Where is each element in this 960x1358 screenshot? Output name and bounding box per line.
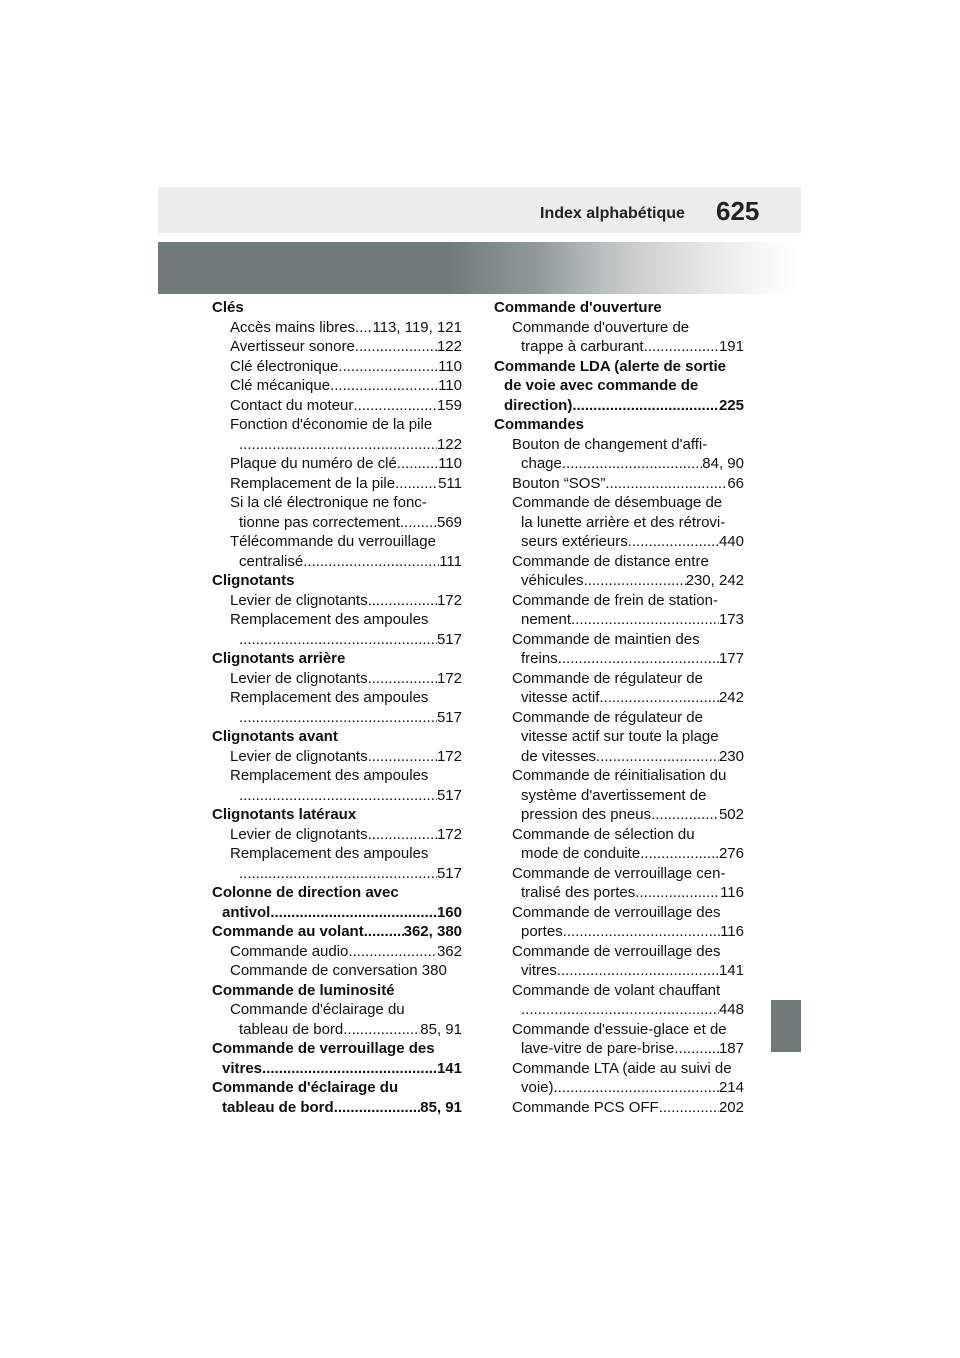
page-reference: 122 <box>436 435 462 453</box>
entry-label: lave-vitre de pare-brise <box>521 1040 675 1057</box>
dot-leader <box>338 357 438 377</box>
page-reference: 84, 90 <box>702 455 744 472</box>
index-subentry-text: Commande de verrouillage des <box>512 942 721 960</box>
index-subentry-text: Commande de réinitialisation du <box>512 767 727 784</box>
dot-leader <box>348 942 437 962</box>
index-entry <box>212 337 462 357</box>
index-heading-entry <box>212 922 462 942</box>
entry-label: Accès mains libres <box>230 318 356 336</box>
index-subentry-text: vitesse actif sur toute la plage <box>521 728 719 745</box>
index-entry <box>494 922 744 942</box>
page-reference: 502 <box>718 806 744 823</box>
index-entry <box>212 669 462 689</box>
index-subentry-text: Bouton de changement d'affi- <box>512 435 708 453</box>
dot-leader <box>572 396 719 416</box>
index-subentry-text: Commande d'essuie-glace et de <box>512 1020 727 1038</box>
page-reference: 191 <box>718 338 744 355</box>
entry-label: Clé électronique <box>230 357 339 375</box>
index-column-left <box>212 298 462 1117</box>
index-entry <box>494 844 744 864</box>
index-entry <box>212 786 462 806</box>
dot-leader <box>628 532 719 552</box>
entry-label: tralisé des portes <box>521 884 636 901</box>
entry-label: tableau de bord <box>222 1098 334 1116</box>
index-entry <box>494 454 744 474</box>
page-reference: 122 <box>436 338 462 355</box>
section-title: Index alphabétique <box>540 205 685 222</box>
entry-label: voie) <box>521 1079 554 1096</box>
entry-label: véhicules <box>521 572 584 589</box>
index-heading-entry <box>494 396 744 416</box>
index-subentry-text: la lunette arrière et des rétrovi- <box>521 513 726 531</box>
dot-leader <box>395 474 438 494</box>
index-subentry-text: Commande LTA (aide au suivi de <box>512 1059 732 1077</box>
index-entry <box>494 337 744 357</box>
index-entry <box>212 747 462 767</box>
entry-label: tionne pas correctement <box>239 513 400 531</box>
index-subentry-text: Commande de verrouillage des <box>512 903 721 921</box>
page-reference: 85, 91 <box>420 1020 462 1038</box>
index-heading: Commande LDA (alerte de sortie <box>494 357 726 375</box>
index-heading: Commande d'ouverture <box>494 299 662 316</box>
dot-leader <box>562 454 702 474</box>
entry-label: vitres <box>521 962 557 979</box>
page-reference: 172 <box>436 591 462 609</box>
index-heading: Commande de verrouillage des <box>212 1040 435 1057</box>
entry-label: trappe à carburant <box>521 338 644 355</box>
entry-label: Levier de clignotants <box>230 669 368 687</box>
index-subentry-text: Commande de maintien des <box>512 630 700 648</box>
index-subentry-text: système d'avertissement de <box>521 786 707 804</box>
header-bar <box>158 187 801 233</box>
index-subentry-text: Commande d'éclairage du <box>230 1001 405 1018</box>
index-subentry-text: Commande de distance entre <box>512 552 709 570</box>
page-reference: 517 <box>436 708 462 726</box>
index-entry <box>212 630 462 650</box>
page-reference: 225 <box>718 396 744 414</box>
dot-leader <box>397 454 438 474</box>
page-reference: 202 <box>718 1098 744 1116</box>
dot-leader <box>303 552 439 572</box>
page-reference: 110 <box>438 357 462 375</box>
page-reference: 159 <box>436 396 462 414</box>
index-entry <box>494 688 744 708</box>
index-entry <box>212 435 462 455</box>
page-reference: 113, 119, 121 <box>372 318 462 336</box>
page-reference: 111 <box>439 552 462 570</box>
page-reference: 66 <box>727 474 744 492</box>
entry-label: portes <box>521 923 563 940</box>
dot-leader <box>571 610 719 630</box>
entry-label: Levier de clignotants <box>230 747 368 765</box>
dot-leader <box>659 1098 719 1118</box>
entry-label: Levier de clignotants <box>230 591 368 609</box>
dot-leader <box>330 376 438 396</box>
dot-leader <box>554 1078 719 1098</box>
index-subentry-text: Commande de régulateur de <box>512 708 703 726</box>
page-reference: 110 <box>438 455 462 472</box>
index-subentry-text: Commande de frein de station- <box>512 591 718 609</box>
page-number: 625 <box>716 196 760 226</box>
entry-label: Commande audio <box>230 942 349 960</box>
page-reference: 141 <box>436 1059 462 1077</box>
entry-label: Remplacement de la pile <box>230 474 396 492</box>
page-reference: 116 <box>720 884 744 901</box>
index-entry <box>212 1020 462 1040</box>
dot-leader <box>557 961 719 981</box>
index-subentry-text: Remplacement des ampoules <box>230 767 429 784</box>
page-reference: 362, 380 <box>403 923 462 940</box>
index-subentry-text: Remplacement des ampoules <box>230 689 429 706</box>
index-entry <box>212 864 462 884</box>
dot-leader <box>596 747 719 767</box>
index-entry <box>212 318 462 338</box>
index-entry <box>212 474 462 494</box>
index-heading-entry <box>212 903 462 923</box>
index-entry <box>494 747 744 767</box>
index-heading-entry <box>212 1098 462 1118</box>
dot-leader <box>334 1098 421 1118</box>
dot-leader <box>563 922 720 942</box>
entry-label: Plaque du numéro de clé <box>230 455 397 472</box>
dot-leader <box>239 708 437 728</box>
page-reference: 517 <box>436 786 462 804</box>
index-heading: Clignotants latéraux <box>212 806 357 823</box>
index-heading: Commandes <box>494 416 585 433</box>
dot-leader <box>368 825 437 845</box>
index-entry <box>212 513 462 533</box>
index-entry <box>212 708 462 728</box>
page-reference: 230, 242 <box>685 572 744 589</box>
decorative-gradient-band <box>158 242 801 294</box>
index-entry <box>212 396 462 416</box>
dot-leader <box>605 474 727 494</box>
page-reference: 511 <box>438 474 462 492</box>
page-reference: 230 <box>718 747 744 765</box>
index-entry <box>212 942 462 962</box>
entry-label: pression des pneus <box>521 806 652 823</box>
page-reference: 448 <box>718 1001 744 1018</box>
index-subentry-text: Commande de conversation 380 <box>230 962 447 979</box>
dot-leader <box>599 688 719 708</box>
index-subentry-text: Remplacement des ampoules <box>230 611 429 628</box>
index-heading: Clignotants <box>212 572 295 589</box>
dot-leader <box>353 396 437 416</box>
dot-leader <box>558 649 719 669</box>
page-reference: 173 <box>718 611 744 628</box>
page-reference: 172 <box>436 669 462 687</box>
index-entry <box>494 1078 744 1098</box>
index-heading: Colonne de direction avec <box>212 884 399 901</box>
page-reference: 116 <box>720 923 744 940</box>
index-heading: Commande de luminosité <box>212 981 395 999</box>
page-reference: 517 <box>436 864 462 882</box>
index-entry <box>494 1039 744 1059</box>
page-reference: 214 <box>718 1079 744 1096</box>
index-subentry-text: Remplacement des ampoules <box>230 845 429 862</box>
entry-label: Contact du moteur <box>230 396 354 414</box>
page-reference: 177 <box>718 650 744 667</box>
entry-label: direction) <box>504 396 573 414</box>
page-reference: 172 <box>436 747 462 765</box>
page-reference: 276 <box>718 845 744 862</box>
entry-label: centralisé <box>239 552 304 570</box>
entry-label: vitesse actif <box>521 689 600 706</box>
dot-leader <box>521 1000 719 1020</box>
index-entry <box>494 1098 744 1118</box>
dot-leader <box>368 747 437 767</box>
dot-leader <box>262 1059 437 1079</box>
index-subentry-text: Commande de sélection du <box>512 825 695 843</box>
page-reference: 569 <box>436 513 462 531</box>
page-reference: 440 <box>718 533 744 550</box>
index-entry <box>494 961 744 981</box>
index-entry <box>494 474 744 494</box>
entry-label: mode de conduite <box>521 845 641 862</box>
index-entry <box>212 376 462 396</box>
entry-label: Bouton “SOS” <box>512 474 606 492</box>
entry-label: tableau de bord <box>239 1020 344 1038</box>
dot-leader <box>239 435 437 455</box>
index-entry <box>212 825 462 845</box>
index-subentry-text: Commande d'ouverture de <box>512 318 690 336</box>
index-heading: Commande d'éclairage du <box>212 1079 399 1096</box>
index-entry <box>212 552 462 572</box>
chapter-tab <box>771 1000 801 1052</box>
dot-leader <box>343 1020 420 1040</box>
page-reference: 172 <box>436 825 462 843</box>
dot-leader <box>368 591 437 611</box>
dot-leader <box>644 337 719 357</box>
index-subentry-text: Commande de régulateur de <box>512 669 703 687</box>
dot-leader <box>364 922 404 942</box>
index-entry <box>212 591 462 611</box>
dot-leader <box>239 786 437 806</box>
index-entry <box>212 357 462 377</box>
dot-leader <box>355 337 437 357</box>
entry-label: Commande au volant <box>212 923 364 940</box>
entry-label: nement <box>521 611 572 628</box>
entry-label: seurs extérieurs <box>521 533 628 550</box>
index-entry <box>494 610 744 630</box>
entry-label: freins <box>521 650 558 667</box>
dot-leader <box>270 903 437 923</box>
index-column-right <box>494 298 744 1117</box>
entry-label: vitres <box>222 1059 263 1077</box>
dot-leader <box>368 669 437 689</box>
entry-label: Clé mécanique <box>230 377 331 394</box>
entry-label: chage <box>521 455 562 472</box>
index-subentry-text: Télécommande du verrouillage <box>230 533 436 550</box>
index-heading: Clignotants arrière <box>212 650 346 667</box>
index-entry <box>494 883 744 903</box>
page-reference: 362 <box>436 942 462 960</box>
dot-leader <box>355 318 372 338</box>
entry-label: antivol <box>222 903 271 921</box>
index-entry <box>212 454 462 474</box>
index-subentry-text: Fonction d'économie de la pile <box>230 416 433 433</box>
index-subentry-text: Commande de volant chauffant <box>512 981 721 999</box>
dot-leader <box>239 630 437 650</box>
index-entry <box>494 805 744 825</box>
index-heading-continuation: de voie avec commande de <box>504 377 699 394</box>
page-reference: 141 <box>718 962 744 979</box>
index-heading: Clés <box>212 299 244 316</box>
page-reference: 110 <box>438 377 462 394</box>
index-heading: Clignotants avant <box>212 728 338 745</box>
page-reference: 160 <box>436 903 462 921</box>
index-subentry-text: Commande de verrouillage cen- <box>512 864 726 882</box>
dot-leader <box>651 805 719 825</box>
entry-label: Avertisseur sonore <box>230 338 355 355</box>
dot-leader <box>640 844 719 864</box>
page-reference: 187 <box>718 1040 744 1057</box>
index-heading-entry <box>212 1059 462 1079</box>
entry-label: de vitesses <box>521 747 597 765</box>
entry-label: Commande PCS OFF <box>512 1098 659 1116</box>
dot-leader <box>674 1039 719 1059</box>
page-reference: 242 <box>718 689 744 706</box>
entry-label: Levier de clignotants <box>230 825 368 843</box>
dot-leader <box>239 864 437 884</box>
dot-leader <box>400 513 437 533</box>
page-reference: 517 <box>436 630 462 648</box>
index-subentry-text: Si la clé électronique ne fonc- <box>230 494 427 511</box>
index-entry <box>494 571 744 591</box>
index-entry <box>494 1000 744 1020</box>
page-reference: 85, 91 <box>420 1098 462 1116</box>
index-subentry-text: Commande de désembuage de <box>512 494 723 511</box>
dot-leader <box>635 883 720 903</box>
dot-leader <box>584 571 686 591</box>
index-entry <box>494 532 744 552</box>
index-entry <box>494 649 744 669</box>
